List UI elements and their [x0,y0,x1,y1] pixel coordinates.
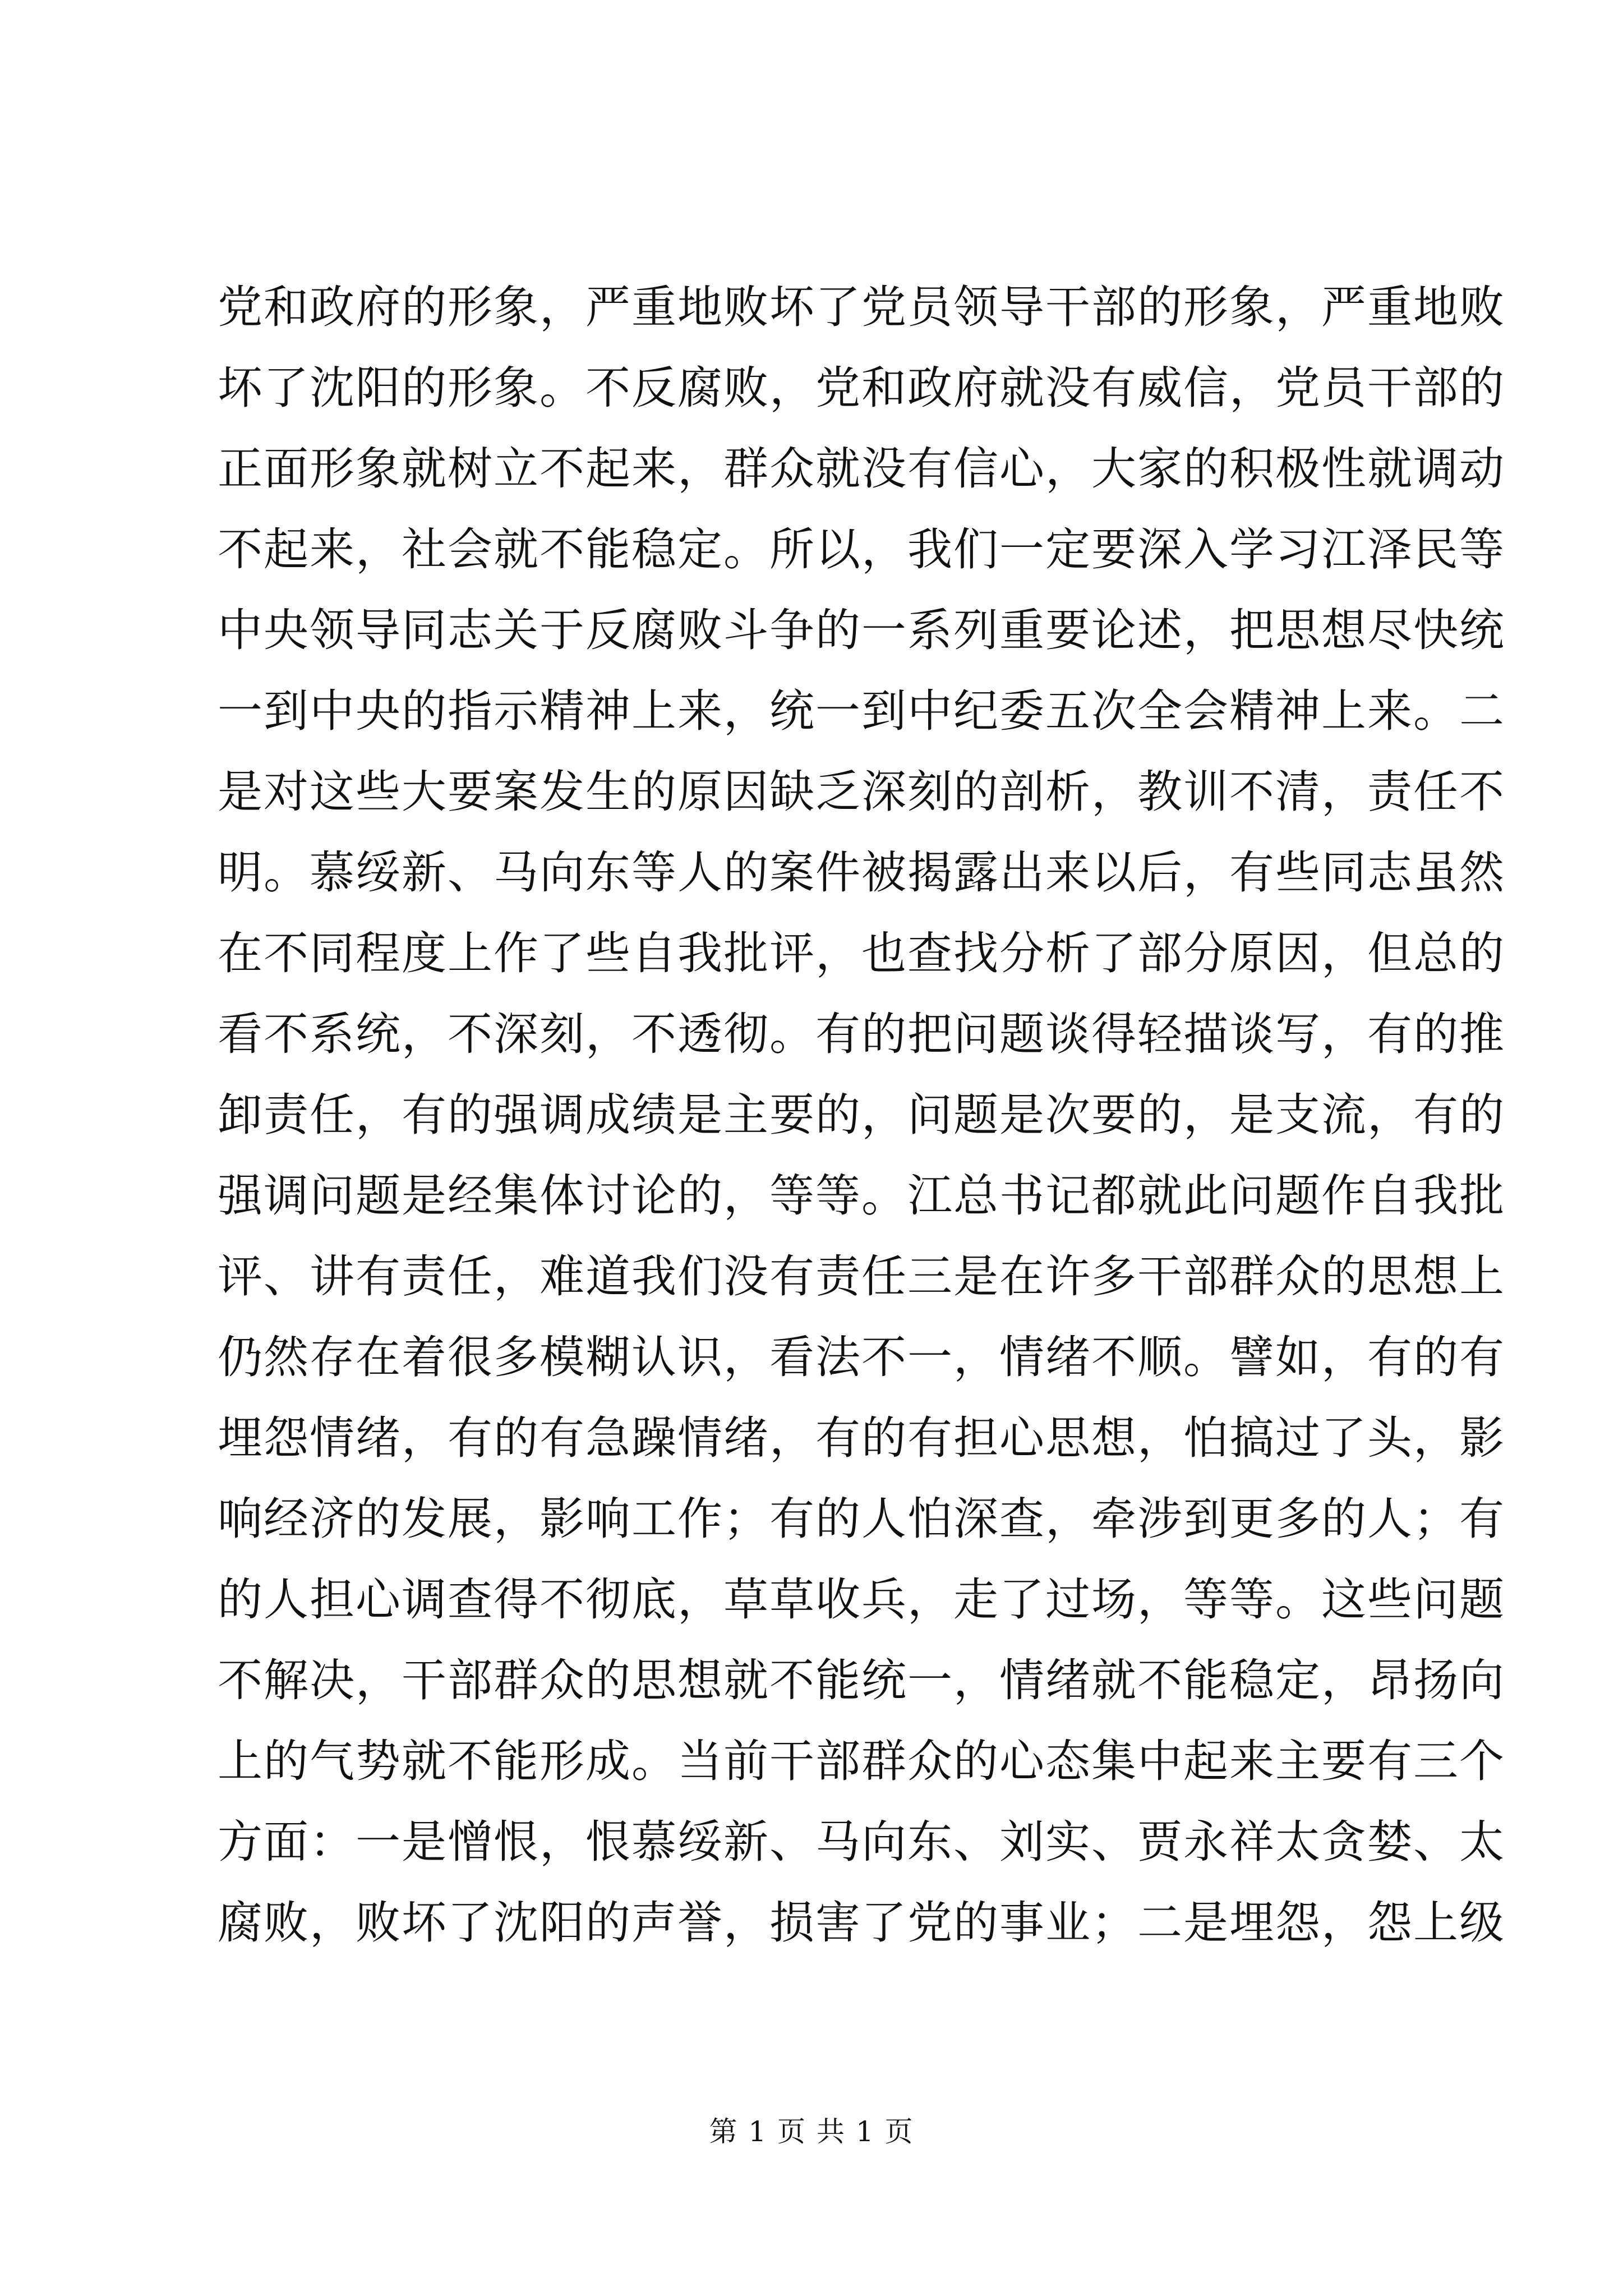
text-line: 在不同程度上作了些自我批评，也查找分析了部分原因，但总的 [218,927,1505,979]
text-line: 埋怨情绪，有的有急躁情绪，有的有担心思想，怕搞过了头，影 [218,1412,1505,1464]
page-number-label: 第 1 页 共 1 页 [709,2115,914,2148]
body-text [218,267,1505,1963]
text-line: 正面形象就树立不起来，群众就没有信心，大家的积极性就调动 [218,443,1505,495]
text-line: 不解决，干部群众的思想就不能统一，情绪就不能稳定，昂扬向 [218,1654,1505,1706]
text-line: 一到中央的指示精神上来，统一到中纪委五次全会精神上来。二 [218,685,1505,737]
text-line: 卸责任，有的强调成绩是主要的，问题是次要的，是支流，有的 [218,1089,1505,1141]
text-line: 强调问题是经集体讨论的，等等。江总书记都就此问题作自我批 [218,1170,1505,1222]
text-line: 中央领导同志关于反腐败斗争的一系列重要论述，把思想尽快统 [218,604,1505,656]
text-line: 响经济的发展，影响工作；有的人怕深查，牵涉到更多的人；有 [218,1493,1505,1545]
page-footer [0,2109,1623,2150]
text-line: 看不系统，不深刻，不透彻。有的把问题谈得轻描谈写，有的推 [218,1008,1505,1060]
text-line: 上的气势就不能形成。当前干部群众的心态集中起来主要有三个 [218,1735,1505,1787]
text-line: 评、讲有责任，难道我们没有责任三是在许多干部群众的思想上 [218,1250,1505,1303]
text-line: 党和政府的形象，严重地败坏了党员领导干部的形象，严重地败 [218,281,1505,333]
text-line: 仍然存在着很多模糊认识，看法不一，情绪不顺。譬如，有的有 [218,1331,1505,1383]
text-line: 明。慕绥新、马向东等人的案件被揭露出来以后，有些同志虽然 [218,846,1505,899]
text-line: 腐败，败坏了沈阳的声誉，损害了党的事业；二是埋怨，怨上级 [218,1897,1505,1949]
text-line: 的人担心调查得不彻底，草草收兵，走了过场，等等。这些问题 [218,1573,1505,1626]
text-line: 坏了沈阳的形象。不反腐败，党和政府就没有威信，党员干部的 [218,362,1505,414]
text-line: 不起来，社会就不能稳定。所以，我们一定要深入学习江泽民等 [218,523,1505,576]
text-line: 方面：一是憎恨，恨慕绥新、马向东、刘实、贾永祥太贪婪、太 [218,1816,1505,1868]
text-line: 是对这些大要案发生的原因缺乏深刻的剖析，教训不清，责任不 [218,766,1505,818]
